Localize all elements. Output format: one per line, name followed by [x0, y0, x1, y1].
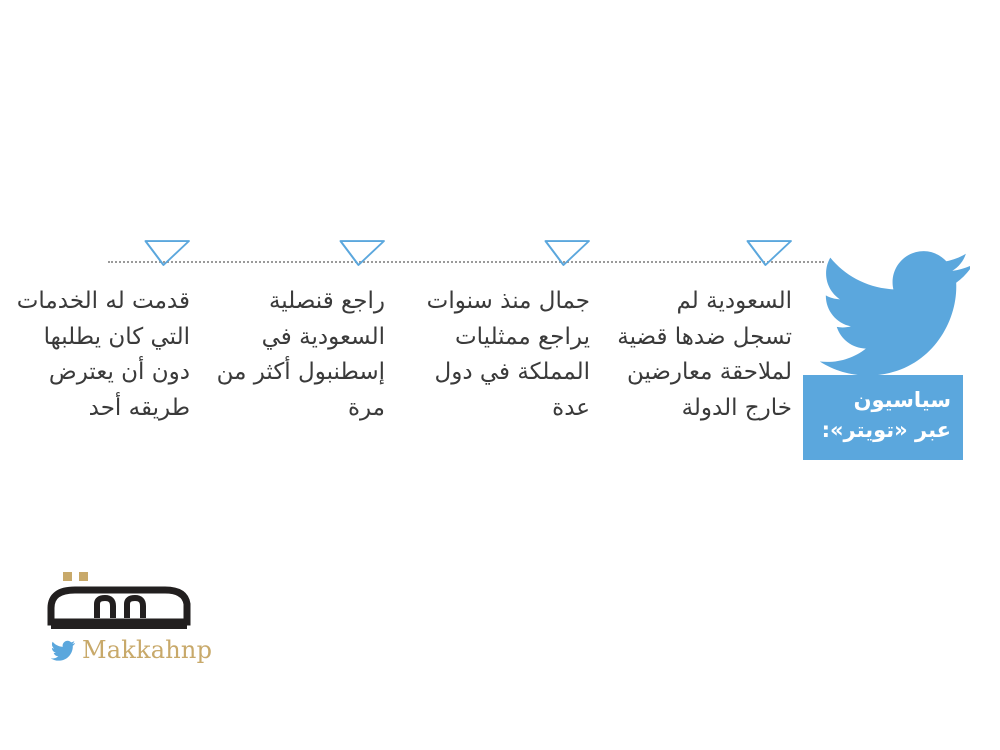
timeline-node-3 — [205, 238, 395, 427]
twitter-bird-icon — [820, 248, 970, 376]
timeline-node-text: قدمت له الخدمات التي كان يطلبها دون أن يعترض طريقه أحد — [16, 288, 190, 421]
paper-plane-icon — [410, 238, 600, 268]
timeline-node-2 — [410, 238, 600, 427]
timeline-node-text: السعودية لم تسجل ضدها قضية لملاحقة معارضين خارج الدولة — [617, 288, 792, 421]
timeline-node-text: راجع قنصلية السعودية في إسطنبول أكثر من مرة — [216, 288, 385, 421]
timeline-node-4 — [10, 238, 200, 427]
twitter-handle — [51, 636, 212, 664]
paper-plane-icon — [612, 238, 802, 268]
publisher-logo — [45, 570, 265, 680]
title-badge: سياسيون عبر «تويتر»: — [803, 375, 963, 460]
makkah-wordmark-icon — [45, 570, 195, 632]
timeline-node-1 — [612, 238, 802, 427]
timeline-node-text: جمال منذ سنوات يراجع ممثليات المملكة في دول عدة — [426, 288, 590, 421]
twitter-bird-small-icon — [51, 640, 75, 661]
handle-label: Makkahnp — [82, 636, 213, 664]
paper-plane-icon — [205, 238, 395, 268]
paper-plane-icon — [10, 238, 200, 268]
